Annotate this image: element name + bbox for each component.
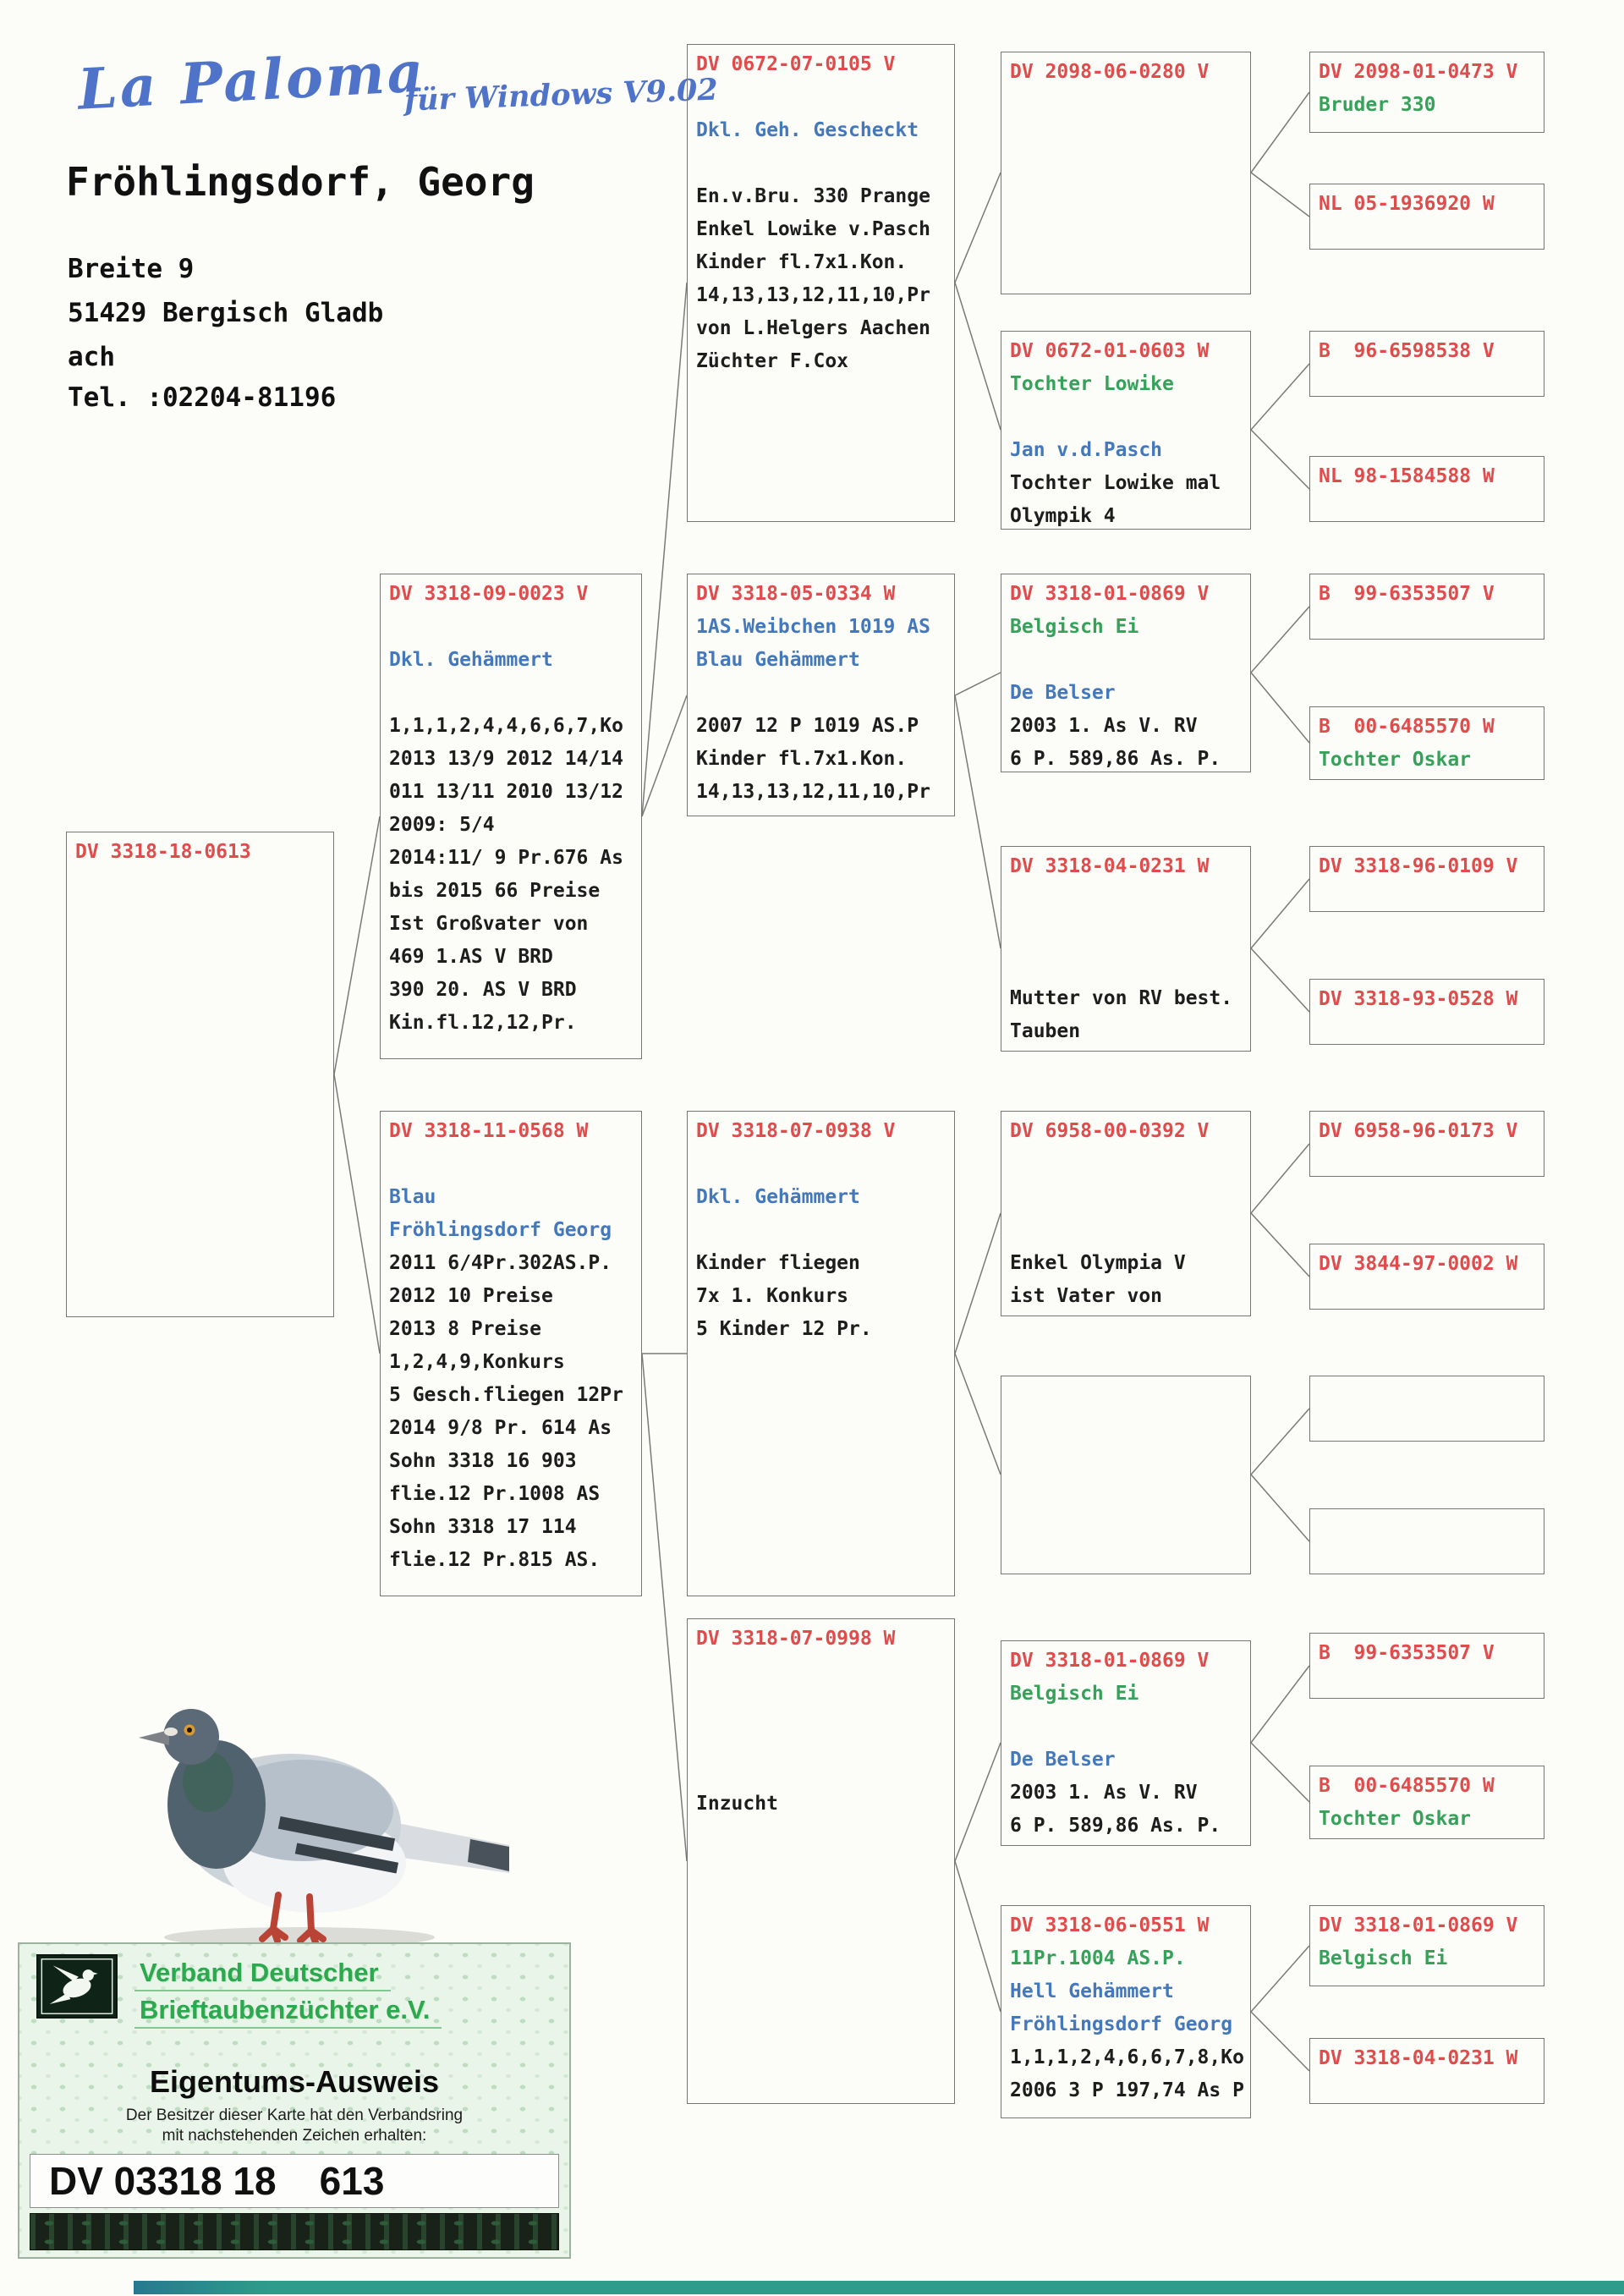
pedigree-box-gg-grandparent-2 [1309, 184, 1544, 250]
pedigree-text-line [1010, 949, 1242, 982]
pedigree-text-line [1010, 1148, 1242, 1181]
card-ring-number: DV 03318 18 613 [30, 2154, 559, 2208]
pedigree-text-line: Fröhlingsdorf Georg [389, 1219, 612, 1241]
pedigree-text-line: Olympik 4 [1010, 505, 1116, 527]
pedigree-box-granddam-maternal [687, 1618, 955, 2104]
ring-number: DV 3318-01-0869 V [1010, 1650, 1210, 1672]
pedigree-text-line [696, 147, 946, 180]
pedigree-text-line [1010, 644, 1242, 677]
pedigree-text-line: 6 P. 589,86 As. P. [1010, 1815, 1221, 1837]
pedigree-text-line: Ist Großvater von [389, 913, 589, 935]
pedigree-text-line: von L.Helgers Aachen [696, 317, 930, 339]
pedigree-text-line: Fröhlingsdorf Georg [1010, 2013, 1233, 2035]
pedigree-text-line: Inzucht [696, 1793, 778, 1815]
pedigree-text-line: Kinder fliegen [696, 1252, 860, 1274]
pedigree-text-line: Enkel Lowike v.Pasch [696, 218, 930, 240]
ring-number: DV 2098-06-0280 V [1010, 61, 1210, 83]
pedigree-text-line [1010, 1181, 1242, 1214]
pedigree-text-line [696, 1148, 946, 1181]
pedigree-text-line: 1,1,1,2,4,4,6,6,7,Ko [389, 715, 623, 737]
pedigree-text-line: De Belser [1010, 1749, 1116, 1771]
card-note-line: Der Besitzer dieser Karte hat den Verbandsring [125, 2106, 464, 2124]
pedigree-text-line: Tochter Lowike [1010, 373, 1174, 395]
pedigree-text-line [696, 1755, 946, 1788]
pedigree-box-great-grandparent-6 [1001, 1376, 1251, 1574]
card-title: Eigentums-Ausweis [149, 2064, 440, 2099]
pedigree-text-line: Tochter Oskar [1319, 1808, 1472, 1830]
card-security-strip [30, 2213, 559, 2250]
ring-number: B 96-6598538 V [1319, 340, 1495, 362]
pedigree-text-line: Bruder 330 [1319, 94, 1436, 116]
ring-number: DV 3318-04-0231 W [1010, 855, 1210, 877]
pedigree-text-line: flie.12 Pr.815 AS. [389, 1549, 601, 1571]
ring-number: B 00-6485570 W [1319, 716, 1495, 738]
pedigree-text-line: 2009: 5/4 [389, 814, 495, 836]
pedigree-text-line: 5 Gesch.fliegen 12Pr [389, 1384, 623, 1406]
card-note-line: mit nachstehenden Zeichen erhalten: [162, 2127, 427, 2145]
pedigree-text-line: 11Pr.1004 AS.P. [1010, 1947, 1186, 1969]
pedigree-box-gg-grandparent-8 [1309, 979, 1544, 1045]
ownership-card [18, 1942, 571, 2259]
pedigree-text-line [389, 1148, 633, 1181]
ring-number: DV 6958-96-0173 V [1319, 1120, 1518, 1142]
pedigree-text-line: 2013 8 Preise [389, 1318, 542, 1340]
pedigree-box-gg-grandparent-7 [1309, 846, 1544, 912]
pedigree-text-line: Enkel Olympia V [1010, 1252, 1186, 1274]
pedigree-text-line: 469 1.AS V BRD [389, 946, 553, 968]
pedigree-box-gg-grandparent-12 [1309, 1508, 1544, 1574]
pedigree-text-line [696, 1722, 946, 1755]
pedigree-text-line: Dkl. Geh. Gescheckt [696, 119, 919, 141]
pedigree-text-line: Sohn 3318 16 903 [389, 1450, 577, 1472]
ring-number: B 99-6353507 V [1319, 1642, 1495, 1664]
pedigree-text-line [1010, 1214, 1242, 1247]
pedigree-text-line: 011 13/11 2010 13/12 [389, 781, 623, 803]
pedigree-box-great-grandparent-2 [1001, 331, 1251, 530]
pedigree-text-line: Tochter Lowike mal [1010, 472, 1221, 494]
pedigree-box-grandsire-paternal [687, 44, 955, 522]
pedigree-text-line: ist Vater von [1010, 1285, 1163, 1307]
pedigree-text-line: 1,1,1,2,4,6,6,7,8,Ko [1010, 2046, 1244, 2068]
ring-number: DV 3318-01-0869 V [1319, 1914, 1518, 1936]
pedigree-text-line: flie.12 Pr.1008 AS [389, 1483, 601, 1505]
pedigree-text-line: 1,2,4,9,Konkurs [389, 1351, 565, 1373]
pedigree-text-line: bis 2015 66 Preise [389, 880, 601, 902]
owner-address-line: ach [68, 342, 115, 372]
pedigree-text-line: Blau Gehämmert [696, 649, 860, 671]
ring-number: DV 6958-00-0392 V [1010, 1120, 1210, 1142]
pedigree-text-line: Mutter von RV best. [1010, 987, 1233, 1009]
pedigree-text-line [696, 1656, 946, 1689]
pedigree-box-gg-grandparent-1 [1309, 52, 1544, 133]
pedigree-text-line [696, 1689, 946, 1722]
pedigree-text-line: 5 Kinder 12 Pr. [696, 1318, 872, 1340]
pedigree-text-line: Dkl. Gehämmert [389, 649, 553, 671]
pedigree-box-great-grandparent-4 [1001, 846, 1251, 1052]
pedigree-text-line: Blau [389, 1186, 436, 1208]
pedigree-box-great-grandparent-8 [1001, 1905, 1251, 2118]
pedigree-text-line: 2007 12 P 1019 AS.P [696, 715, 919, 737]
pedigree-text-line: Tochter Oskar [1319, 749, 1472, 771]
pedigree-text-line: 2011 6/4Pr.302AS.P. [389, 1252, 612, 1274]
pedigree-text-line: Hell Gehämmert [1010, 1980, 1174, 2002]
pedigree-text-line: Dkl. Gehämmert [696, 1186, 860, 1208]
pedigree-box-great-grandparent-3 [1001, 574, 1251, 772]
pedigree-text-line: Jan v.d.Pasch [1010, 439, 1163, 461]
pedigree-text-line: De Belser [1010, 682, 1116, 704]
association-name-line-1: Verband Deutscher [134, 1958, 391, 1991]
ring-number: DV 0672-07-0105 V [696, 53, 896, 75]
pedigree-box-granddam-paternal [687, 574, 955, 816]
pedigree-box-gg-grandparent-3 [1309, 331, 1544, 397]
owner-phone: Tel. :02204-81196 [68, 382, 337, 413]
pedigree-text-line [696, 1214, 946, 1247]
ring-number: DV 3318-96-0109 V [1319, 855, 1518, 877]
owner-name: Fröhlingsdorf, Georg [66, 159, 535, 205]
pedigree-text-line: Kin.fl.12,12,Pr. [389, 1012, 577, 1034]
pedigree-text-line: 2012 10 Preise [389, 1285, 553, 1307]
pedigree-box-great-grandparent-1 [1001, 52, 1251, 294]
ring-number: DV 3318-06-0551 W [1010, 1914, 1210, 1936]
pedigree-box-dam [380, 1111, 642, 1596]
pedigree-text-line [1010, 1711, 1242, 1744]
ring-number: DV 3318-05-0334 W [696, 583, 896, 605]
logo-version-text: für Windows V9.02 [403, 72, 719, 118]
owner-address-line: 51429 Bergisch Gladb [68, 298, 384, 328]
pedigree-text-line: Kinder fl.7x1.Kon. [696, 251, 908, 273]
pedigree-text-line: 14,13,13,12,11,10,Pr [696, 284, 930, 306]
ring-number: DV 3318-01-0869 V [1010, 583, 1210, 605]
pedigree-box-gg-grandparent-10 [1309, 1244, 1544, 1310]
pedigree-box-gg-grandparent-5 [1309, 574, 1544, 640]
pedigree-text-line: 14,13,13,12,11,10,Pr [696, 781, 930, 803]
pedigree-text-line: 2014:11/ 9 Pr.676 As [389, 847, 623, 869]
pedigree-text-line: 6 P. 589,86 As. P. [1010, 748, 1221, 770]
pedigree-text-line: Sohn 3318 17 114 [389, 1516, 577, 1538]
ring-number: DV 2098-01-0473 V [1319, 61, 1518, 83]
pedigree-box-gg-grandparent-4 [1309, 456, 1544, 522]
pedigree-box-gg-grandparent-16 [1309, 2038, 1544, 2104]
pedigree-box-gg-grandparent-15 [1309, 1905, 1544, 1986]
pedigree-text-line [389, 611, 633, 644]
pedigree-text-line [1010, 883, 1242, 916]
pigeon-photo [88, 1648, 528, 1957]
ring-number: NL 05-1936920 W [1319, 193, 1495, 215]
pedigree-text-line: En.v.Bru. 330 Prange [696, 185, 930, 207]
ring-number: B 00-6485570 W [1319, 1775, 1495, 1797]
ring-number: B 99-6353507 V [1319, 583, 1495, 605]
owner-address-line: Breite 9 [68, 254, 195, 284]
page-bottom-strip [134, 2281, 1624, 2294]
pedigree-text-line: 2014 9/8 Pr. 614 As [389, 1417, 612, 1439]
pedigree-box-great-grandparent-7 [1001, 1640, 1251, 1846]
pedigree-text-line: 2013 13/9 2012 14/14 [389, 748, 623, 770]
pedigree-text-line: 2006 3 P 197,74 As P [1010, 2079, 1244, 2101]
pedigree-box-sire [380, 574, 642, 1059]
ring-number: NL 98-1584588 W [1319, 465, 1495, 487]
pedigree-text-line [1010, 916, 1242, 949]
association-name-line-2: Brieftaubenzüchter e.V. [134, 1995, 442, 2029]
la-paloma-logo: La Paloma [76, 38, 428, 123]
pedigree-text-line: Belgisch Ei [1010, 616, 1139, 638]
pedigree-box-gg-grandparent-9 [1309, 1111, 1544, 1177]
ring-number: DV 3318-93-0528 W [1319, 988, 1518, 1010]
pedigree-box-gg-grandparent-13 [1309, 1633, 1544, 1699]
pedigree-text-line [1010, 401, 1242, 434]
pedigree-text-line: Belgisch Ei [1319, 1947, 1448, 1969]
pedigree-box-gg-grandparent-14 [1309, 1766, 1544, 1839]
ring-number: DV 3318-07-0938 V [696, 1120, 896, 1142]
pedigree-text-line: 2003 1. As V. RV [1010, 1782, 1198, 1804]
pedigree-text-line: 7x 1. Konkurs [696, 1285, 849, 1307]
ring-number: DV 3318-18-0613 [75, 841, 251, 863]
dove-icon [36, 1954, 118, 2019]
pedigree-text-line [696, 677, 946, 710]
pedigree-text-line: Tauben [1010, 1020, 1081, 1042]
pedigree-text-line: Kinder fl.7x1.Kon. [696, 748, 908, 770]
pedigree-text-line: 390 20. AS V BRD [389, 979, 577, 1001]
pedigree-box-great-grandparent-5 [1001, 1111, 1251, 1316]
ring-number: DV 3844-97-0002 W [1319, 1253, 1518, 1275]
ring-number: DV 3318-09-0023 V [389, 583, 589, 605]
pedigree-text-line: 1AS.Weibchen 1019 AS [696, 616, 930, 638]
ring-number: DV 3318-04-0231 W [1319, 2047, 1518, 2069]
pedigree-text-line [696, 81, 946, 114]
ring-number: DV 3318-07-0998 W [696, 1628, 896, 1650]
pedigree-text-line: Belgisch Ei [1010, 1683, 1139, 1705]
pedigree-box-subject [66, 832, 334, 1317]
pedigree-text-line [389, 677, 633, 710]
ring-number: DV 3318-11-0568 W [389, 1120, 589, 1142]
pedigree-text-line: 2003 1. As V. RV [1010, 715, 1198, 737]
pedigree-text-line: Züchter F.Cox [696, 350, 849, 372]
pedigree-box-gg-grandparent-11 [1309, 1376, 1544, 1442]
pedigree-box-grandsire-maternal [687, 1111, 955, 1596]
ring-number: DV 0672-01-0603 W [1010, 340, 1210, 362]
pedigree-box-gg-grandparent-6 [1309, 706, 1544, 780]
